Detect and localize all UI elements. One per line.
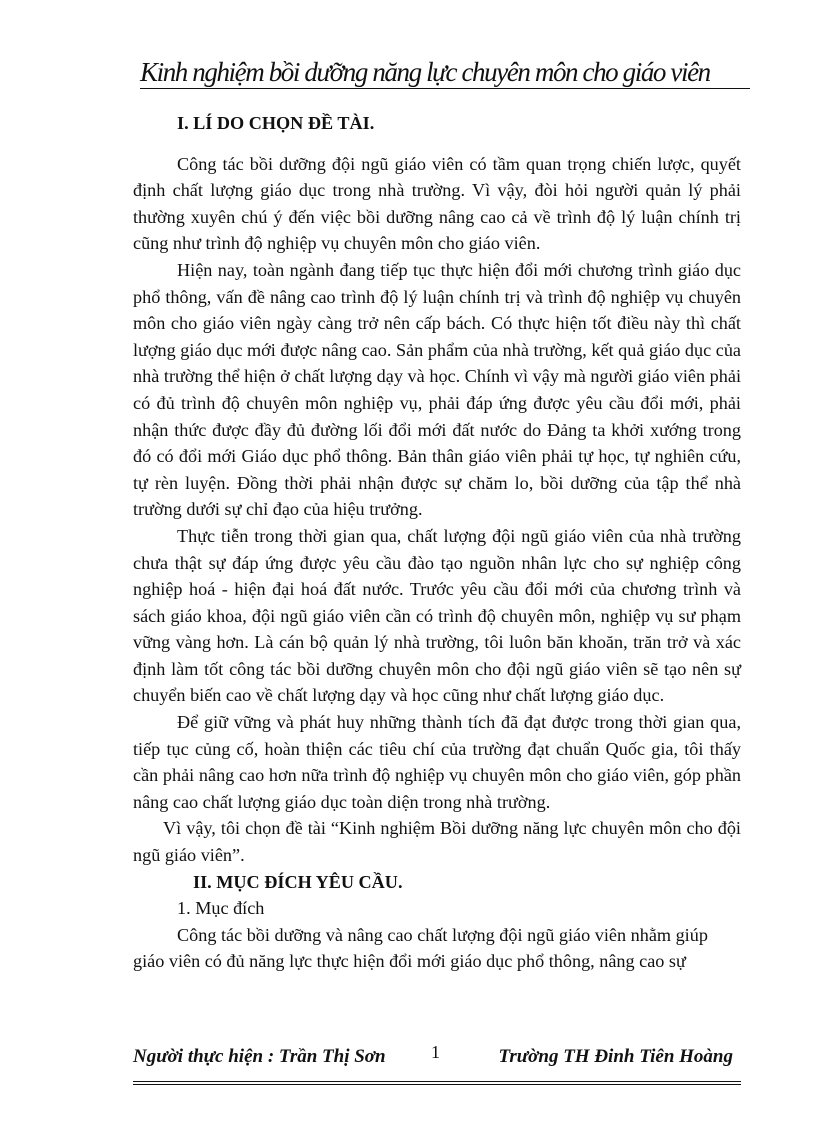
page-footer	[133, 1042, 741, 1076]
paragraph-3: Thực tiễn trong thời gian qua, chất lượng đội ngũ giáo viên của nhà trường chưa thật sự đáp ứng được yêu cầu đào tạo nguồn nhân lực cho sự nghiệp công nghiệp hoá - hiện đại hoá đất nước. Trước yêu cầu đổi mới của chương trình và sách giáo khoa, đội ngũ giáo viên cần có trình độ chuyên môn, nghiệp vụ sư phạm vững vàng hơn. Là cán bộ quản lý nhà trường, tôi luôn băn khoăn, trăn trở và xác định làm tốt công tác bồi dưỡng chuyên môn cho đội ngũ giáo viên sẽ tạo nên sự chuyển biến cao về chất lượng dạy và học cũng như chất lượng giáo dục.	[133, 525, 741, 706]
paragraph-4: Để giữ vững và phát huy những thành tích đã đạt được trong thời gian qua, tiếp tục củng cố, hoàn thiện các tiêu chí của trường đạt chuẩn Quốc gia, tôi thấy cần phải nâng cao hơn nữa trình độ nghiệp vụ chuyên môn cho giáo viên, góp phần nâng cao chất lượng giáo dục toàn diện trong nhà trường.	[133, 712, 741, 812]
paragraph-1: Công tác bồi dưỡng đội ngũ giáo viên có tầm quan trọng chiến lược, quyết định chất lượng giáo dục trong nhà trường. Vì vậy, đòi hỏi người quản lý phải thường xuyên chú ý đến việc bồi dưỡng nâng cao cả về trình độ lý luận chính trị cũng như trình độ nghiệp vụ chuyên môn cho giáo viên.	[133, 153, 741, 254]
footer-author: Người thực hiện : Trần Thị Sơn	[133, 1046, 386, 1067]
page-number: 1	[431, 1042, 440, 1062]
header-rule	[140, 88, 750, 89]
purpose-paragraph: Công tác bồi dưỡng và nâng cao chất lượng đội ngũ giáo viên nhằm giúp	[177, 924, 708, 945]
footer-school: Trường TH Đinh Tiên Hoàng	[498, 1046, 733, 1067]
section-heading-1: I. LÍ DO CHỌN ĐỀ TÀI.	[177, 113, 375, 133]
document-body	[133, 110, 741, 975]
section-heading-2: II. MỤC ĐÍCH YÊU CẦU.	[193, 871, 403, 892]
document-header-title: Kinh nghiệm bồi dưỡng năng lực chuyên môn cho giáo viên	[140, 57, 710, 87]
footer-rule-bottom	[133, 1084, 741, 1085]
closing-paragraph: Vì vậy, tôi chọn đề tài “Kinh nghiệm Bồi dưỡng năng lực chuyên môn cho đội ngũ giáo viên”.	[133, 818, 741, 866]
footer-rule-top	[133, 1081, 741, 1082]
purpose-paragraph-continued: giáo viên có đủ năng lực thực hiện đổi mới giáo dục phổ thông, nâng cao sự	[133, 951, 686, 972]
subsection-heading: 1. Mục đích	[177, 898, 265, 919]
paragraph-2: Hiện nay, toàn ngành đang tiếp tục thực hiện đổi mới chương trình giáo dục phổ thông, vấn đề nâng cao trình độ lý luận chính trị và trình độ nghiệp vụ chuyên môn cho giáo viên ngày càng trở nên cấp bách. Có thực hiện tốt điều này thì chất lượng giáo dục mới được nâng cao. Sản phẩm của nhà trường, kết quả giáo dục của nhà trường thể hiện ở chất lượng dạy và học. Chính vì vậy mà người giáo viên phải có đủ trình độ chuyên môn nghiệp vụ, phải đáp ứng được yêu cầu đổi mới, phải nhận thức được đầy đủ đường lối đổi mới đất nước do Đảng ta khởi xướng trong đó có đổi mới Giáo dục phổ thông. Bản thân giáo viên phải tự học, tự nghiên cứu, tự rèn luyện. Đồng thời phải nhận được sự chăm lo, bồi dưỡng của tập thể nhà trường dưới sự chỉ đạo của hiệu trưởng.	[133, 259, 741, 520]
